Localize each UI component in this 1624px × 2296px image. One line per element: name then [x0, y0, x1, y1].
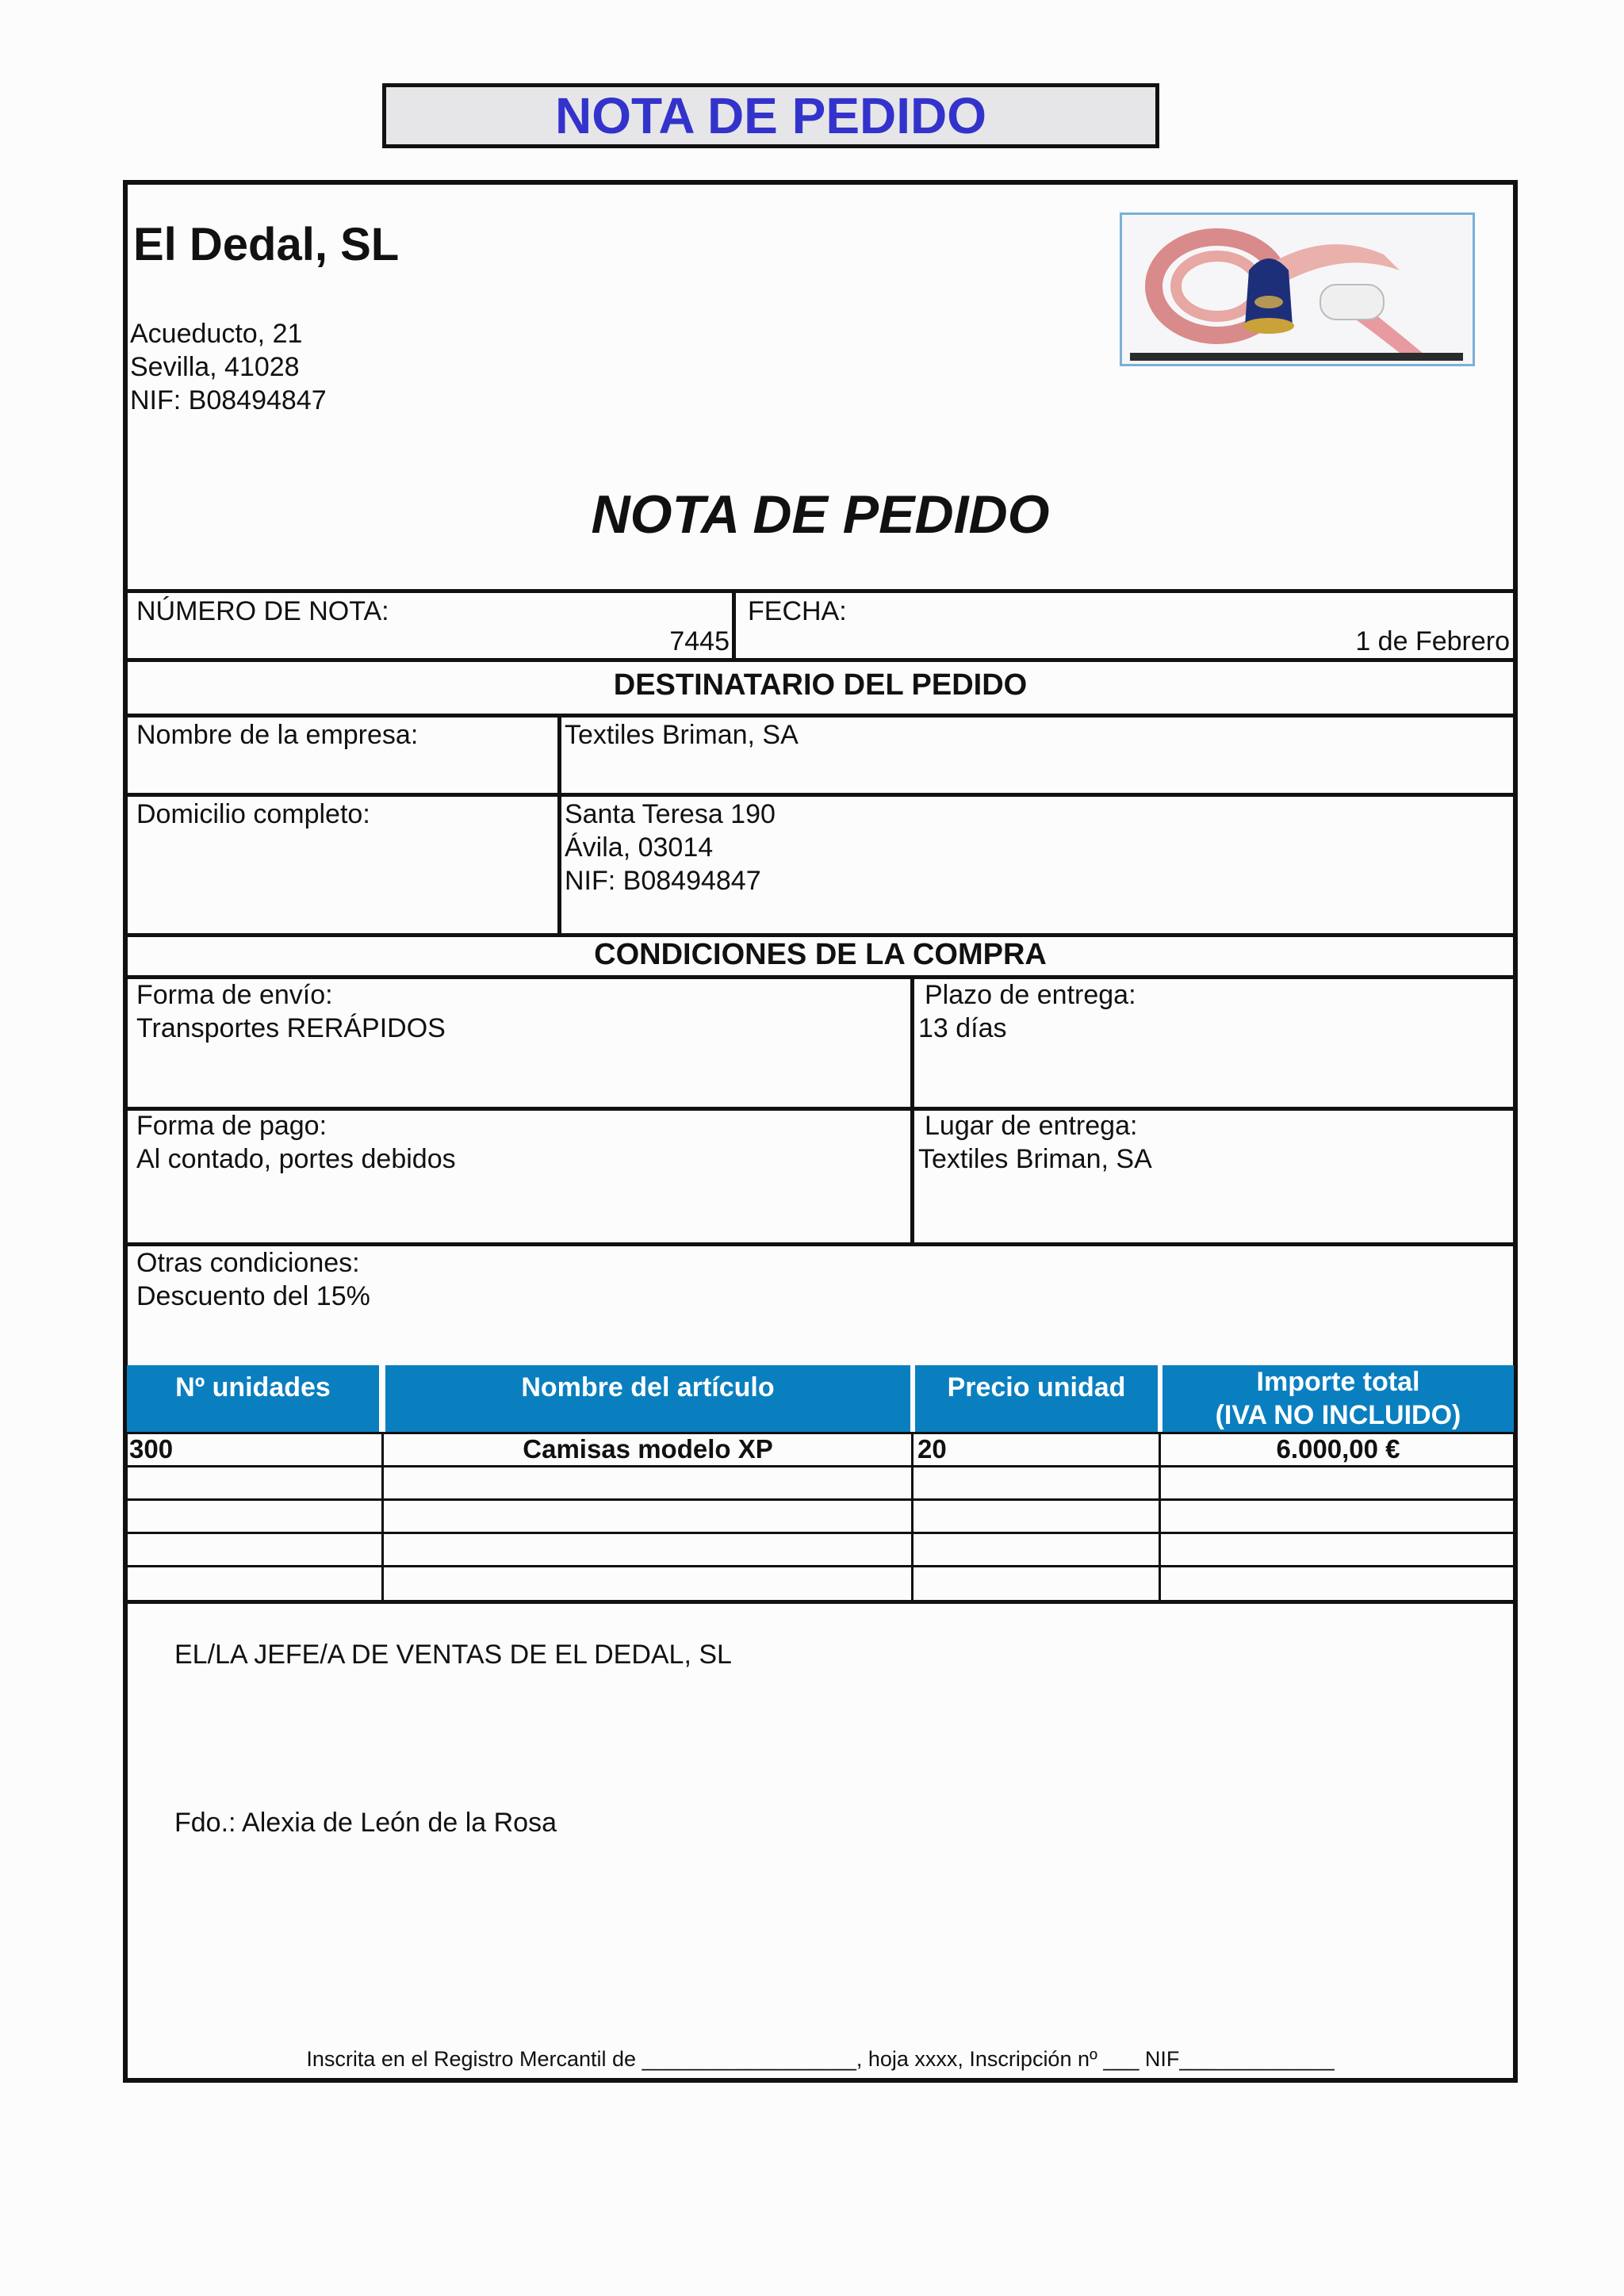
divider	[123, 589, 1518, 593]
divider	[123, 714, 1518, 718]
divider	[123, 793, 1518, 797]
recipient-address-line2: Ávila, 03014	[565, 832, 714, 863]
delivery-time-value: 13 días	[918, 1013, 1007, 1043]
divider	[732, 589, 736, 658]
table-cell-article: Camisas modelo XP	[523, 1434, 773, 1464]
divider	[381, 1432, 384, 1601]
recipient-address-nif: NIF: B08494847	[565, 866, 761, 896]
divider	[123, 933, 1518, 937]
order-form-frame	[123, 180, 1518, 2083]
table-header-units: Nº unidades	[127, 1365, 379, 1432]
divider	[123, 1600, 1518, 1604]
order-number-value: 7445	[669, 626, 730, 656]
company-address-line1: Acueducto, 21	[130, 319, 303, 349]
shipping-value: Transportes RERÁPIDOS	[136, 1013, 446, 1043]
company-address-line2: Sevilla, 41028	[130, 352, 300, 382]
divider	[123, 658, 1518, 662]
divider	[123, 1107, 1518, 1111]
signature-role: EL/LA JEFE/A DE VENTAS DE EL DEDAL, SL	[174, 1640, 732, 1670]
registry-footer: Inscrita en el Registro Mercantil de __________________, hoja xxxx, Inscripción nº ___ NIF_____________	[306, 2047, 1335, 2071]
divider	[123, 1242, 1518, 1246]
tape-thimble-image	[1122, 215, 1473, 364]
table-header-unit-price: Precio unidad	[915, 1365, 1158, 1432]
divider	[127, 1498, 1514, 1501]
order-number-label: NÚMERO DE NOTA:	[136, 596, 389, 626]
signature-signed-by: Fdo.: Alexia de León de la Rosa	[174, 1808, 557, 1838]
company-nif: NIF: B08494847	[130, 385, 327, 415]
document-title: NOTA DE PEDIDO	[591, 484, 1050, 545]
divider	[127, 1465, 1514, 1468]
order-date-value: 1 de Febrero	[1355, 626, 1510, 656]
table-header-total: Importe total (IVA NO INCLUIDO)	[1162, 1365, 1514, 1432]
divider	[557, 714, 561, 936]
recipient-company-label: Nombre de la empresa:	[136, 720, 419, 750]
table-header-article: Nombre del artículo	[385, 1365, 910, 1432]
table-cell-total: 6.000,00 €	[1276, 1434, 1400, 1464]
table-cell-unit-price: 20	[917, 1434, 947, 1464]
delivery-time-label: Plazo de entrega:	[925, 980, 1136, 1010]
company-name: El Dedal, SL	[133, 219, 400, 270]
divider	[1159, 1432, 1161, 1601]
recipient-address-line1: Santa Teresa 190	[565, 799, 776, 829]
divider	[123, 975, 1518, 979]
recipient-company-value: Textiles Briman, SA	[565, 720, 799, 750]
recipient-address-label: Domicilio completo:	[136, 799, 370, 829]
other-conditions-value: Descuento del 15%	[136, 1281, 370, 1311]
order-date-label: FECHA:	[748, 596, 847, 626]
payment-value: Al contado, portes debidos	[136, 1144, 456, 1174]
delivery-place-label: Lugar de entrega:	[925, 1111, 1138, 1141]
divider	[127, 1532, 1514, 1534]
delivery-place-value: Textiles Briman, SA	[918, 1144, 1152, 1174]
table-cell-units: 300	[129, 1434, 174, 1464]
header-title-box	[382, 83, 1159, 148]
divider	[911, 1432, 914, 1601]
payment-label: Forma de pago:	[136, 1111, 327, 1141]
conditions-section-title: CONDICIONES DE LA COMPRA	[594, 938, 1047, 971]
divider	[127, 1565, 1514, 1567]
company-logo-photo	[1120, 212, 1475, 366]
recipient-section-title: DESTINATARIO DEL PEDIDO	[613, 668, 1028, 702]
header-title: NOTA DE PEDIDO	[554, 87, 987, 144]
shipping-label: Forma de envío:	[136, 980, 333, 1010]
other-conditions-label: Otras condiciones:	[136, 1248, 360, 1278]
